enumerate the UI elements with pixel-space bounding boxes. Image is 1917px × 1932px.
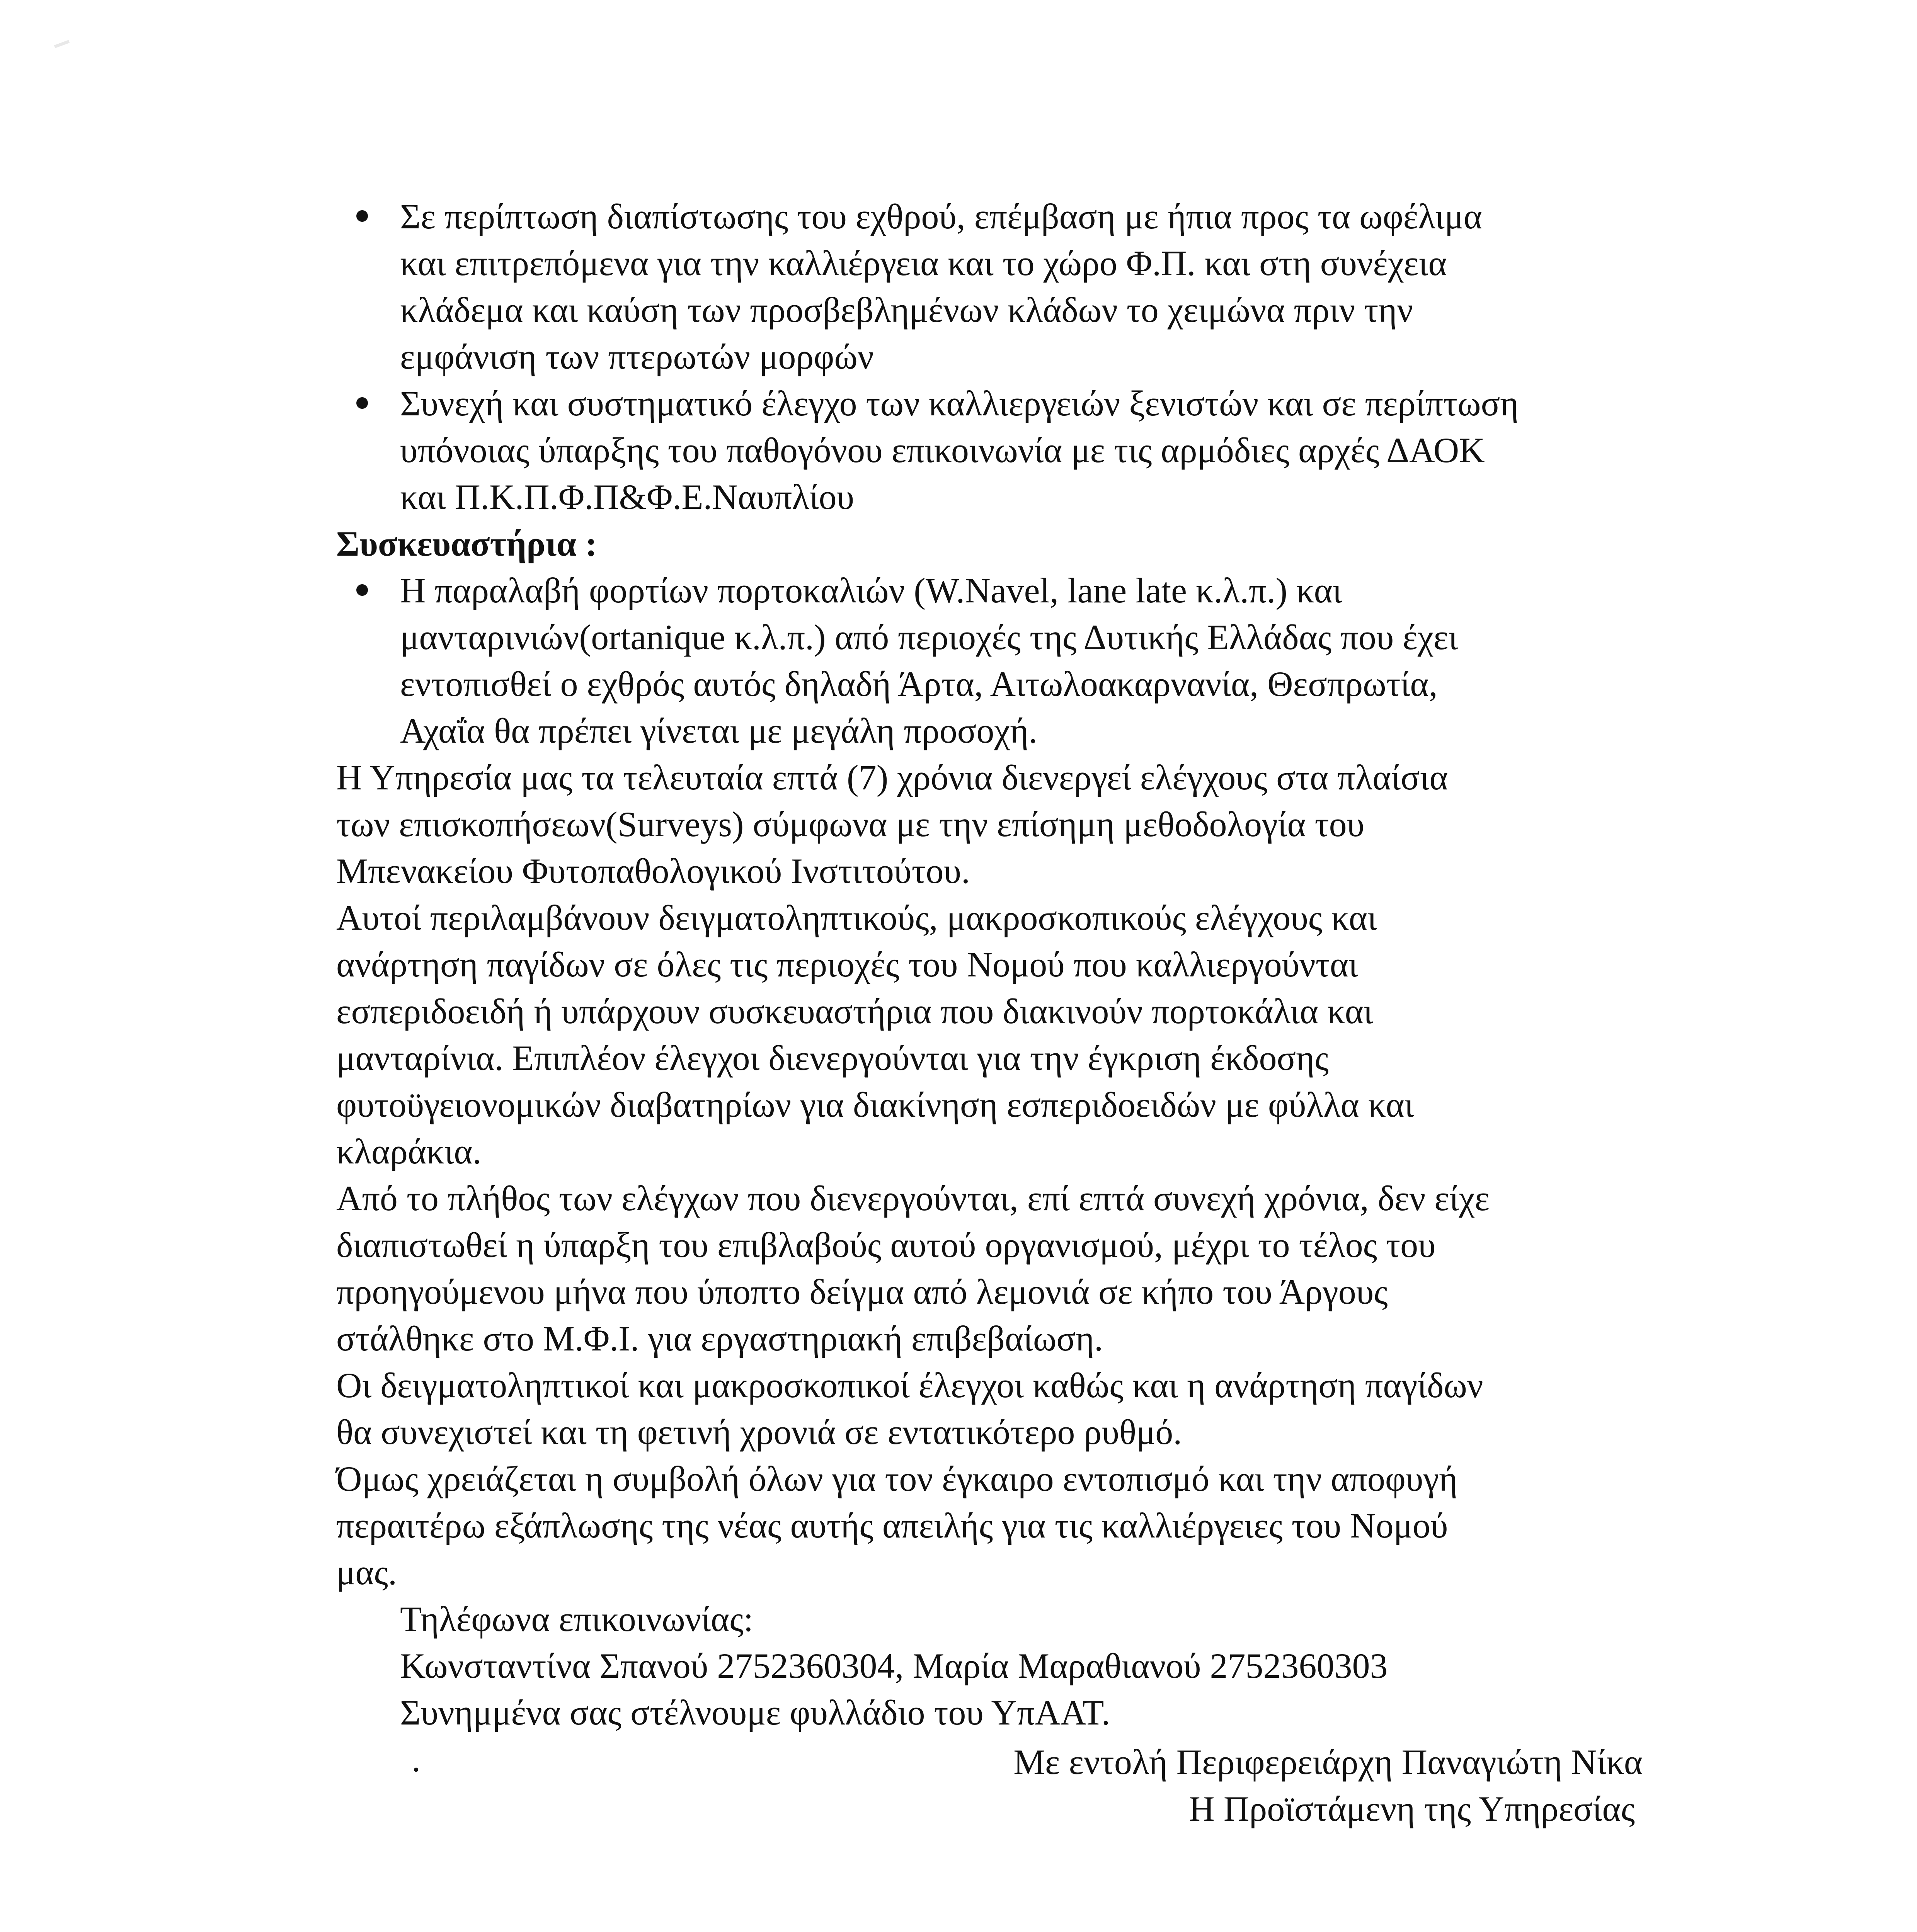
scan-artifact [54, 40, 70, 48]
text-line: υπόνοιας ύπαρξης του παθογόνου επικοινωνία με τις αρμόδιες αρχές ΔΑΟΚ [400, 430, 1485, 470]
list-item [336, 193, 1631, 380]
text-line: εντοπισθεί ο εχθρός αυτός δηλαδή Άρτα, Αιτωλοακαρνανία, Θεσπρωτία, [400, 664, 1438, 704]
paragraph [336, 1456, 1631, 1596]
text-line: περαιτέρω εξάπλωσης της νέας αυτής απειλής για τις καλλιέργειες του Νομού [336, 1506, 1448, 1545]
text-line: κλαράκια. [336, 1132, 482, 1171]
list-item [336, 567, 1631, 754]
text-line: προηγούμενου μήνα που ύποπτο δείγμα από λεμονιά σε κήπο του Άργους [336, 1272, 1388, 1311]
text-line: εσπεριδοειδή ή υπάρχουν συσκευαστήρια που διακινούν πορτοκάλια και [336, 992, 1373, 1031]
text-line: Η Υπηρεσία μας τα τελευταία επτά (7) χρόνια διενεργεί ελέγχους στα πλαίσια [336, 758, 1448, 797]
text-line: μανταρινιών(ortanique κ.λ.π.) από περιοχές της Δυτικής Ελλάδας που έχει [400, 617, 1458, 657]
bullet-icon [356, 584, 368, 596]
bullet-icon [356, 210, 368, 222]
text-line: μας. [336, 1553, 397, 1592]
signatory-role: Η Προϊστάμενη της Υπηρεσίας [1189, 1789, 1635, 1828]
text-line: Αχαΐα θα πρέπει γίνεται με μεγάλη προσοχή. [400, 711, 1038, 750]
section-heading: Συσκευαστήρια : [336, 524, 597, 563]
paragraph [336, 1362, 1631, 1456]
contact-people: Κωνσταντίνα Σπανού 2752360304, Μαρία Μαραθιανού 2752360303 [400, 1646, 1388, 1685]
text-line: Οι δειγματοληπτικοί και μακροσκοπικοί έλεγχοι καθώς και η ανάρτηση παγίδων [336, 1366, 1483, 1405]
stray-dot: . [412, 1740, 421, 1779]
text-line: Συνεχή και συστηματικό έλεγχο των καλλιεργειών ξενιστών και σε περίπτωση [400, 384, 1519, 423]
text-line: στάλθηκε στο Μ.Φ.Ι. για εργαστηριακή επιβεβαίωση. [336, 1319, 1103, 1358]
attachment-note: Συνημμένα σας στέλνουμε φυλλάδιο του ΥπΑΑΤ. [400, 1693, 1110, 1732]
text-line: Αυτοί περιλαμβάνουν δειγματοληπτικούς, μακροσκοπικούς ελέγχους και [336, 898, 1377, 937]
text-line: Μπενακείου Φυτοπαθολογικού Ινστιτούτου. [336, 851, 970, 891]
text-line: Η παραλαβή φορτίων πορτοκαλιών (W.Navel, lane late κ.λ.π.) και [400, 571, 1342, 610]
contacts-label: Τηλέφωνα επικοινωνίας: [400, 1599, 754, 1639]
signature-block [947, 1739, 1643, 1832]
paragraph [336, 1175, 1631, 1362]
text-line: κλάδεμα και καύση των προσβεβλημένων κλάδων το χειμώνα πριν την [400, 290, 1413, 330]
text-line: ανάρτηση παγίδων σε όλες τις περιοχές του Νομού που καλλιεργούνται [336, 945, 1358, 984]
control-measures-list [336, 193, 1631, 520]
text-line: θα συνεχιστεί και τη φετινή χρονιά σε εντατικότερο ρυθμό. [336, 1412, 1182, 1452]
text-line: και επιτρεπόμενα για την καλλιέργεια και το χώρο Φ.Π. και στη συνέχεια [400, 243, 1447, 283]
packing-houses-list [336, 567, 1631, 754]
text-line: και Π.Κ.Π.Φ.Π&Φ.Ε.Ναυπλίου [400, 477, 855, 517]
contact-info [336, 1596, 1631, 1736]
by-order-line: Με εντολή Περιφερειάρχη Παναγιώτη Νίκα [1013, 1742, 1643, 1782]
document-body [336, 193, 1631, 1783]
text-line: των επισκοπήσεων(Surveys) σύμφωνα με την επίσημη μεθοδολογία του [336, 804, 1365, 844]
list-item [336, 380, 1631, 520]
text-line: διαπιστωθεί η ύπαρξη του επιβλαβούς αυτού οργανισμού, μέχρι το τέλος του [336, 1225, 1436, 1265]
text-line: Από το πλήθος των ελέγχων που διενεργούνται, επί επτά συνεχή χρόνια, δεν είχε [336, 1179, 1490, 1218]
text-line: φυτοϋγειονομικών διαβατηρίων για διακίνηση εσπεριδοειδών με φύλλα και [336, 1085, 1414, 1124]
bullet-icon [356, 397, 368, 409]
paragraph [336, 754, 1631, 895]
text-line: εμφάνιση των πτερωτών μορφών [400, 337, 874, 376]
text-line: Όμως χρειάζεται η συμβολή όλων για τον έγκαιρο εντοπισμό και την αποφυγή [336, 1459, 1458, 1498]
text-line: μανταρίνια. Επιπλέον έλεγχοι διενεργούνται για την έγκριση έκδοσης [336, 1038, 1329, 1078]
text-line: Σε περίπτωση διαπίστωσης του εχθρού, επέμβαση με ήπια προς τα ωφέλιμα [400, 197, 1483, 236]
paragraph [336, 895, 1631, 1175]
